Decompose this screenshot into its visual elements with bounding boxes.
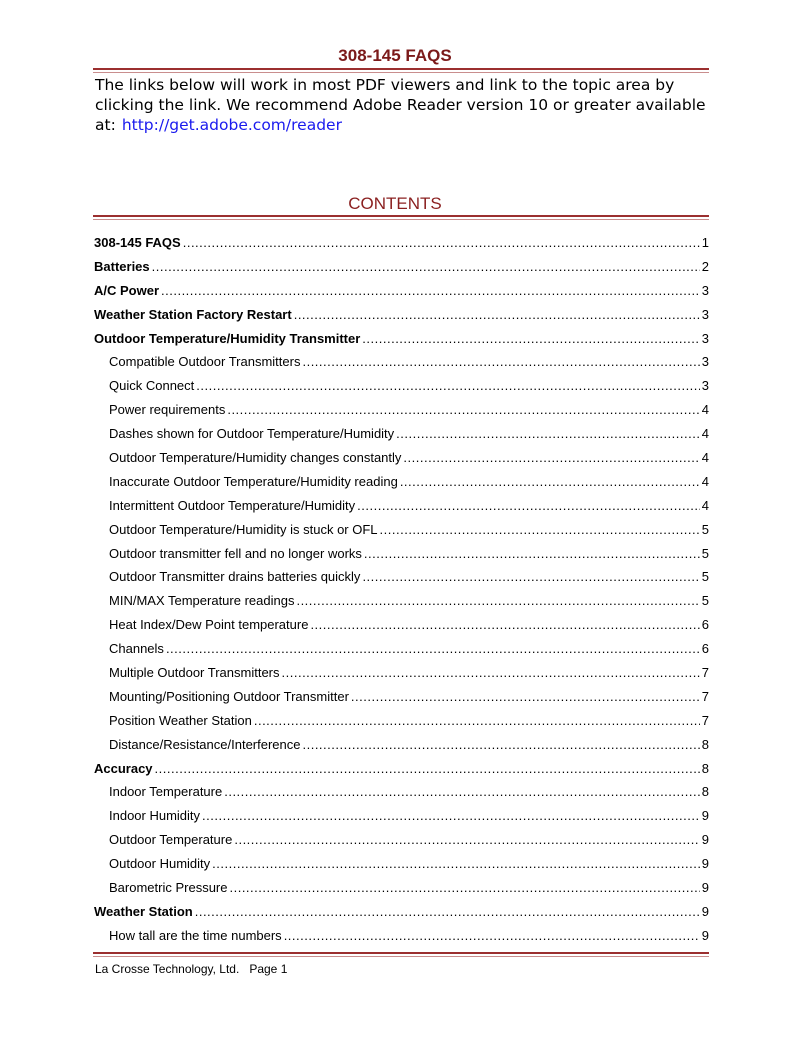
toc-entry-label[interactable]: Outdoor Temperature/Humidity changes constantly bbox=[109, 450, 402, 466]
toc-entry-page[interactable]: 5 bbox=[701, 569, 709, 585]
toc-entry[interactable] bbox=[94, 426, 709, 450]
toc-entry-label[interactable]: Weather Station bbox=[94, 903, 193, 919]
toc-entry[interactable] bbox=[94, 665, 709, 689]
toc-entry-page[interactable]: 9 bbox=[701, 808, 709, 824]
toc-entry-page[interactable]: 7 bbox=[701, 688, 709, 704]
toc-entry-page[interactable]: 8 bbox=[701, 736, 709, 752]
toc-leader-dots bbox=[196, 378, 700, 393]
toc-leader-dots bbox=[403, 450, 699, 465]
page-footer bbox=[95, 962, 287, 976]
toc-entry[interactable] bbox=[94, 928, 709, 952]
toc-entry-label[interactable]: Outdoor Temperature/Humidity is stuck or OFL bbox=[109, 521, 378, 537]
toc-entry-page[interactable]: 9 bbox=[701, 856, 709, 872]
toc-leader-dots bbox=[227, 402, 699, 417]
table-of-contents bbox=[94, 235, 709, 952]
toc-entry-page[interactable]: 7 bbox=[701, 665, 709, 681]
toc-entry[interactable] bbox=[94, 235, 709, 259]
toc-entry[interactable] bbox=[94, 856, 709, 880]
toc-leader-dots bbox=[400, 474, 700, 489]
toc-entry-page[interactable]: 9 bbox=[701, 903, 709, 919]
toc-entry[interactable] bbox=[94, 617, 709, 641]
toc-entry-label[interactable]: Position Weather Station bbox=[109, 712, 252, 728]
toc-leader-dots bbox=[362, 331, 699, 346]
toc-entry-page[interactable]: 3 bbox=[701, 330, 709, 346]
toc-entry-page[interactable]: 3 bbox=[701, 354, 709, 370]
toc-entry[interactable] bbox=[94, 307, 709, 331]
toc-entry[interactable] bbox=[94, 354, 709, 378]
toc-entry[interactable] bbox=[94, 378, 709, 402]
toc-entry-label[interactable]: Outdoor transmitter fell and no longer works bbox=[109, 545, 362, 561]
toc-entry-label[interactable]: Multiple Outdoor Transmitters bbox=[109, 665, 280, 681]
toc-entry[interactable] bbox=[94, 761, 709, 785]
toc-entry[interactable] bbox=[94, 474, 709, 498]
toc-entry[interactable] bbox=[94, 283, 709, 307]
toc-leader-dots bbox=[161, 283, 700, 298]
toc-entry-label[interactable]: Mounting/Positioning Outdoor Transmitter bbox=[109, 688, 349, 704]
toc-entry-page[interactable]: 9 bbox=[701, 880, 709, 896]
toc-entry-page[interactable]: 4 bbox=[701, 473, 709, 489]
intro-paragraph bbox=[95, 75, 715, 135]
contents-heading: CONTENTS bbox=[348, 194, 442, 213]
toc-entry[interactable] bbox=[94, 331, 709, 355]
toc-entry-label[interactable]: Outdoor Temperature bbox=[109, 832, 233, 848]
toc-entry-page[interactable]: 8 bbox=[701, 784, 709, 800]
toc-leader-dots bbox=[254, 713, 700, 728]
toc-leader-dots bbox=[296, 593, 699, 608]
toc-leader-dots bbox=[212, 856, 700, 871]
toc-leader-dots bbox=[396, 426, 700, 441]
toc-entry-label[interactable]: Weather Station Factory Restart bbox=[94, 306, 292, 322]
toc-entry-page[interactable]: 6 bbox=[701, 617, 709, 633]
toc-entry-label[interactable]: Indoor Temperature bbox=[109, 784, 223, 800]
toc-entry-label[interactable]: Quick Connect bbox=[109, 378, 195, 394]
toc-entry-label[interactable]: 308-145 FAQS bbox=[94, 235, 181, 250]
toc-leader-dots bbox=[234, 832, 699, 847]
toc-leader-dots bbox=[195, 904, 700, 919]
footer-divider bbox=[93, 952, 709, 957]
toc-entry[interactable] bbox=[94, 880, 709, 904]
toc-leader-dots bbox=[357, 498, 700, 513]
toc-entry-label[interactable]: Heat Index/Dew Point temperature bbox=[109, 617, 309, 633]
toc-entry-page[interactable]: 3 bbox=[701, 306, 709, 322]
intro-text: The links below will work in most PDF viewers and link to the topic area by clicking the link. We recommend Adobe Reader version 10 or greater available at: bbox=[95, 76, 706, 134]
page-title: 308-145 FAQS bbox=[338, 46, 452, 65]
toc-entry-page[interactable]: 4 bbox=[701, 450, 709, 466]
toc-entry-page[interactable]: 2 bbox=[701, 258, 709, 274]
toc-leader-dots bbox=[284, 928, 700, 943]
toc-entry-label[interactable]: Outdoor Humidity bbox=[109, 856, 211, 872]
footer-page-number: Page 1 bbox=[249, 962, 288, 976]
toc-entry-label[interactable]: Channels bbox=[109, 641, 164, 657]
toc-entry-label[interactable]: Batteries bbox=[94, 258, 150, 274]
toc-entry[interactable] bbox=[94, 498, 709, 522]
toc-entry-label[interactable]: Dashes shown for Outdoor Temperature/Humidity bbox=[109, 426, 395, 442]
adobe-reader-link[interactable]: http://get.adobe.com/reader bbox=[121, 116, 342, 134]
toc-entry-page[interactable]: 9 bbox=[701, 832, 709, 848]
toc-leader-dots bbox=[302, 354, 699, 369]
toc-entry[interactable] bbox=[94, 259, 709, 283]
toc-entry[interactable] bbox=[94, 832, 709, 856]
toc-entry-page[interactable]: 4 bbox=[701, 426, 709, 442]
toc-leader-dots bbox=[302, 737, 699, 752]
toc-entry[interactable] bbox=[94, 689, 709, 713]
toc-entry[interactable] bbox=[94, 450, 709, 474]
toc-entry-page[interactable]: 8 bbox=[701, 760, 709, 776]
toc-leader-dots bbox=[152, 259, 700, 274]
toc-leader-dots bbox=[294, 307, 700, 322]
toc-entry-page[interactable]: 4 bbox=[701, 497, 709, 513]
toc-entry-page[interactable]: 5 bbox=[701, 545, 709, 561]
toc-entry[interactable] bbox=[94, 808, 709, 832]
toc-entry[interactable] bbox=[94, 593, 709, 617]
toc-entry-label[interactable]: Power requirements bbox=[109, 402, 226, 418]
toc-entry-label[interactable]: Outdoor Transmitter drains batteries quickly bbox=[109, 569, 361, 585]
toc-entry[interactable] bbox=[94, 546, 709, 570]
toc-entry-page[interactable]: 3 bbox=[701, 282, 709, 298]
toc-leader-dots bbox=[282, 665, 700, 680]
toc-entry-page[interactable]: 4 bbox=[701, 402, 709, 418]
toc-leader-dots bbox=[351, 689, 700, 704]
toc-leader-dots bbox=[224, 784, 700, 799]
toc-entry-label[interactable]: MIN/MAX Temperature readings bbox=[109, 593, 295, 609]
toc-leader-dots bbox=[229, 880, 699, 895]
toc-entry[interactable] bbox=[94, 641, 709, 665]
toc-leader-dots bbox=[202, 808, 700, 823]
toc-entry[interactable] bbox=[94, 569, 709, 593]
toc-entry-label[interactable]: A/C Power bbox=[94, 282, 160, 298]
toc-entry-page[interactable]: 5 bbox=[701, 593, 709, 609]
toc-leader-dots bbox=[310, 617, 699, 632]
toc-entry[interactable] bbox=[94, 737, 709, 761]
toc-entry-page[interactable]: 3 bbox=[701, 378, 709, 394]
toc-entry-label[interactable]: Intermittent Outdoor Temperature/Humidity bbox=[109, 497, 356, 513]
title-divider bbox=[93, 68, 709, 73]
toc-leader-dots bbox=[362, 569, 699, 584]
toc-entry[interactable] bbox=[94, 713, 709, 737]
toc-entry[interactable] bbox=[94, 904, 709, 928]
toc-entry-label[interactable]: Indoor Humidity bbox=[109, 808, 201, 824]
toc-entry[interactable] bbox=[94, 522, 709, 546]
toc-entry-label[interactable]: Distance/Resistance/Interference bbox=[109, 736, 301, 752]
toc-entry-label[interactable]: How tall are the time numbers bbox=[109, 927, 282, 943]
toc-entry-label[interactable]: Inaccurate Outdoor Temperature/Humidity reading bbox=[109, 473, 398, 489]
toc-leader-dots bbox=[183, 235, 700, 250]
toc-entry-label[interactable]: Accuracy bbox=[94, 760, 153, 776]
toc-leader-dots bbox=[364, 546, 700, 561]
toc-entry-page[interactable]: 1 bbox=[701, 235, 709, 250]
toc-leader-dots bbox=[155, 761, 700, 776]
toc-entry[interactable] bbox=[94, 784, 709, 808]
toc-entry-page[interactable]: 9 bbox=[701, 927, 709, 943]
toc-entry[interactable] bbox=[94, 402, 709, 426]
toc-leader-dots bbox=[380, 522, 700, 537]
toc-leader-dots bbox=[166, 641, 700, 656]
toc-entry-label[interactable]: Outdoor Temperature/Humidity Transmitter bbox=[94, 330, 361, 346]
toc-entry-label[interactable]: Compatible Outdoor Transmitters bbox=[109, 354, 301, 370]
footer-company: La Crosse Technology, Ltd. bbox=[95, 962, 240, 976]
contents-divider bbox=[93, 215, 709, 220]
toc-entry-page[interactable]: 7 bbox=[701, 712, 709, 728]
toc-entry-page[interactable]: 5 bbox=[701, 521, 709, 537]
toc-entry-label[interactable]: Barometric Pressure bbox=[109, 880, 228, 896]
toc-entry-page[interactable]: 6 bbox=[701, 641, 709, 657]
